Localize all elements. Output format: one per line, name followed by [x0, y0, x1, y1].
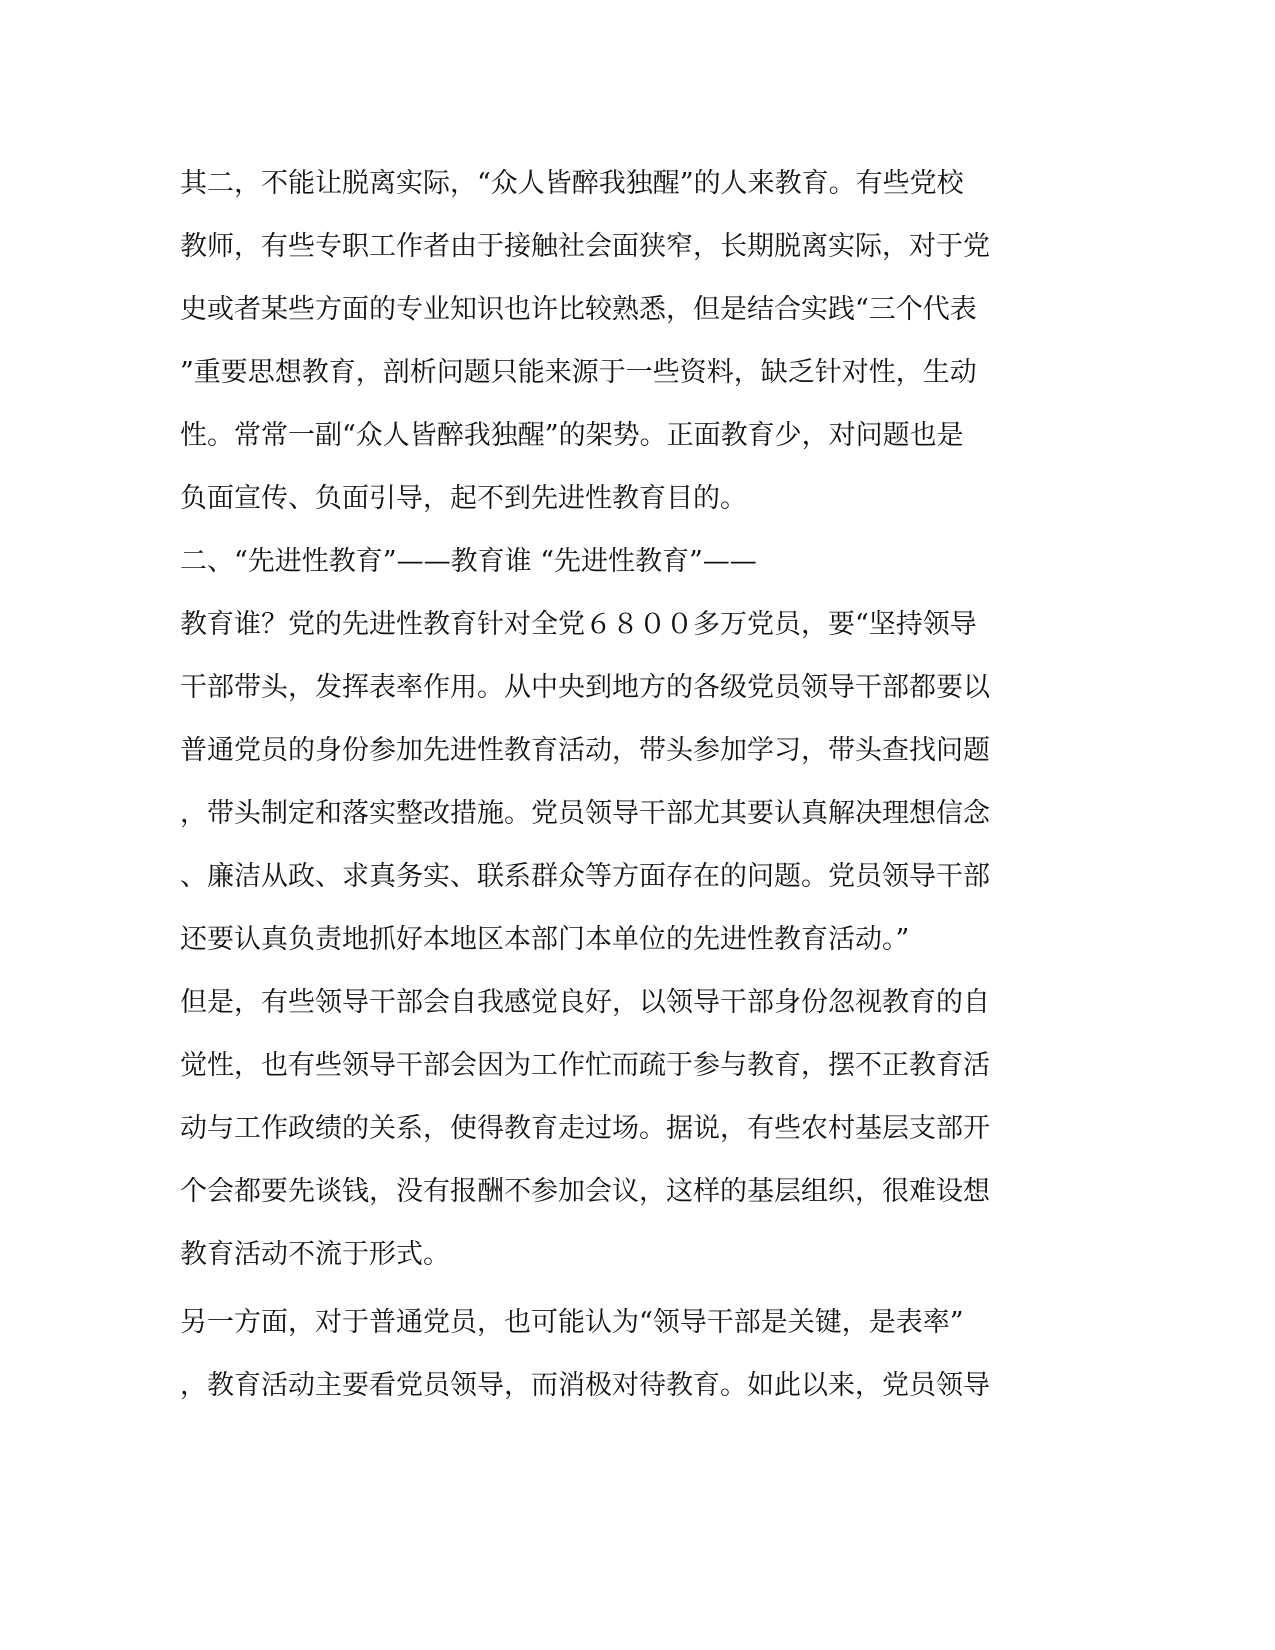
text-line: 、廉洁从政、求真务实、联系群众等方面存在的问题。党员领导干部: [180, 861, 990, 892]
text-line: 动与工作政绩的关系，使得教育走过场。据说，有些农村基层支部开: [180, 1113, 990, 1144]
text-line: ”重要思想教育，剖析问题只能来源于一些资料，缺乏针对性，生动: [180, 357, 977, 388]
text-line: 另一方面，对于普通党员，也可能认为“领导干部是关键，是表率”: [180, 1307, 964, 1338]
body-text: [180, 152, 1030, 1417]
text-line: 其二，不能让脱离实际，“众人皆醉我独醒”的人来教育。有些党校: [180, 168, 964, 199]
text-line: 教育谁？党的先进性教育针对全党６８００多万党员，要“坚持领导: [180, 609, 977, 640]
text-line: 还要认真负责地抓好本地区本部门本单位的先进性教育活动。”: [180, 924, 910, 955]
text-line: 但是，有些领导干部会自我感觉良好，以领导干部身份忽视教育的自: [180, 987, 990, 1018]
text-line: 觉性，也有些领导干部会因为工作忙而疏于参与教育，摆不正教育活: [180, 1050, 990, 1081]
text-line: 普通党员的身份参加先进性教育活动，带头参加学习，带头查找问题: [180, 735, 990, 766]
section-heading: 二、“先进性教育”——教育谁 “先进性教育”——: [180, 546, 757, 577]
text-line: 教育活动不流于形式。: [180, 1239, 450, 1270]
text-line: ，带头制定和落实整改措施。党员领导干部尤其要认真解决理想信念: [180, 798, 990, 829]
text-line: 教师，有些专职工作者由于接触社会面狭窄，长期脱离实际，对于党: [180, 231, 990, 262]
text-line: 史或者某些方面的专业知识也许比较熟悉，但是结合实践“三个代表: [180, 294, 977, 325]
text-line: 个会都要先谈钱，没有报酬不参加会议，这样的基层组织，很难设想: [180, 1176, 990, 1207]
text-line: 干部带头，发挥表率作用。从中央到地方的各级党员领导干部都要以: [180, 672, 990, 703]
text-line: 负面宣传、负面引导，起不到先进性教育目的。: [180, 483, 747, 514]
text-line: ，教育活动主要看党员领导，而消极对待教育。如此以来，党员领导: [180, 1370, 990, 1401]
text-line: 性。常常一副“众人皆醉我独醒”的架势。正面教育少，对问题也是: [180, 420, 964, 451]
